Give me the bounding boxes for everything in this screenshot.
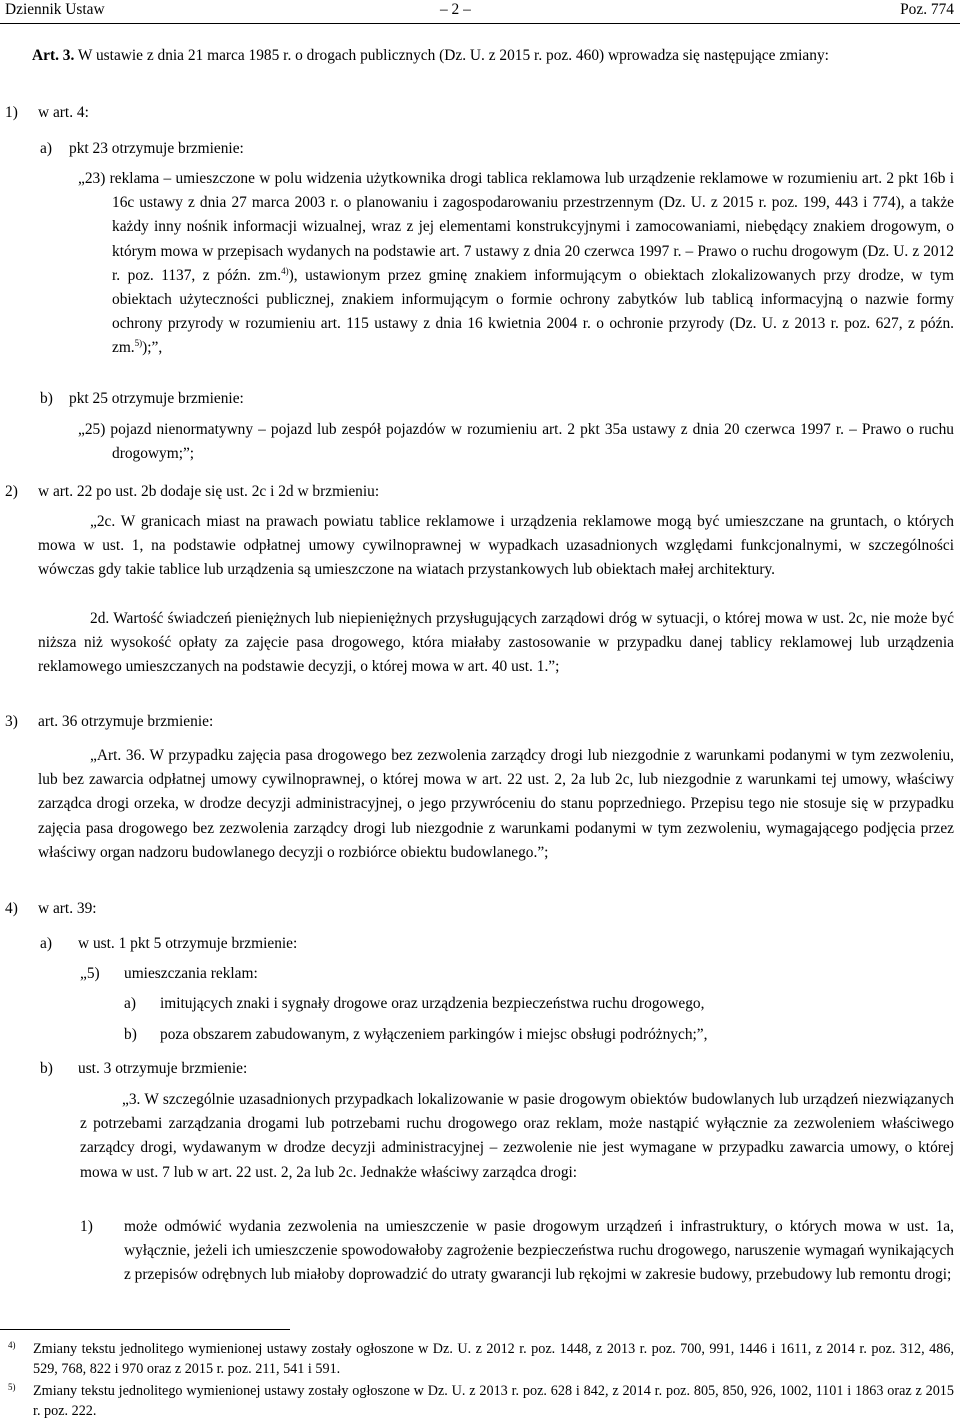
item-1a-quote bbox=[78, 167, 955, 361]
item-1a-quote-part3: );”, bbox=[142, 339, 163, 357]
page-number: – 2 – bbox=[440, 1, 471, 18]
item-4a-letter: a) bbox=[40, 935, 52, 952]
item-1a-quote-part1: „23) reklama – umieszczone w polu widzenia użytkownika drogi tablica reklamowa lub urządzenie reklamowe w rozumieniu art. 2 pkt 16b i 16c ustawy z dnia 27 marca 2003 r. o planowaniu i zagospodarowaniu przestrzennym (Dz. U. z 2015 r. poz. 199, 443 i 774), a także każdy inny nośnik informacji wizualnej, wraz z jej elementami konstrukcyjnymi i zamocowaniami, niebędący znakiem drogowym, o którym mowa w przepisach wydanych na podstawie art. 7 ustawy z dnia 20 czerwca 1997 r. – Prawo o ruchu drogowym (Dz. U. z 2012 r. poz. 1137, z późn. zm. bbox=[78, 170, 954, 284]
item-3-text: art. 36 otrzymuje brzmienie: bbox=[38, 713, 214, 730]
footnote-5-mark: 5) bbox=[8, 1382, 16, 1392]
item-1-text: w art. 4: bbox=[38, 104, 89, 121]
item-3-number: 3) bbox=[5, 713, 18, 730]
art-36-quote: „Art. 36. W przypadku zajęcia pasa drogowego bez zezwolenia zarządcy drogi lub niezgodnie z warunkami podanymi w tym zezwoleniu, lub bez zawarcia odpłatnej umowy cywilnoprawnej, o której mowa w art. 22 ust. 2, 2a lub 2c, lub niezgodnie z warunkami tej umowy, właściwy zarządca drogi orzeka, w drodze decyzji administracyjnej, o jego przywróceniu do stanu poprzedniego. Przepisu tego nie stosuje się w przypadku zajęcia pasa drogowego bez zezwolenia zarządcy drogi lub niezgodnie z warunkami podanymi w tym zezwoleniu, wymagającego podjęcia przez właściwy organ nadzoru budowlanego decyzji o rozbiórce obiektu budowlanego.”; bbox=[38, 747, 954, 861]
footnote-separator bbox=[0, 1329, 290, 1330]
item-4-number: 4) bbox=[5, 900, 18, 917]
item-1b-text: pkt 25 otrzymuje brzmienie: bbox=[69, 390, 244, 407]
item-1a-quote-part2: ), ustawionym przez gminę znakiem informującym o obiektach zlokalizowanych przy drodze, w tym obiektach użyteczności publicznej, znakiem informującym o formie ochrony zabytków lub tablicą informacyjną o nazwie formy ochrony przyrody w rozumieniu art. 115 ustawy z dnia 16 kwietnia 2004 r. o ochronie przyrody (Dz. U. z 2013 r. poz. 627, z późn. zm. bbox=[112, 266, 955, 357]
item-4a-text: w ust. 1 pkt 5 otrzymuje brzmienie: bbox=[78, 935, 298, 952]
article-label: Art. 3. bbox=[32, 47, 75, 64]
item-2-text: w art. 22 po ust. 2b dodaje się ust. 2c i 2d w brzmieniu: bbox=[38, 483, 380, 500]
article-intro-text: W ustawie z dnia 21 marca 1985 r. o drogach publicznych (Dz. U. z 2015 r. poz. 460) wprowadza się następujące zmiany: bbox=[74, 47, 829, 64]
item-1b-quote: „25) pojazd nienormatywny – pojazd lub zespół pojazdów w rozumieniu art. 2 pkt 35a ustawy z dnia 20 czerwca 1997 r. – Prawo o ruchu drogowym;”; bbox=[78, 421, 954, 463]
sub-a-text: imitujących znaki i sygnały drogowe oraz urządzenia bezpieczeństwa ruchu drogowego, bbox=[160, 995, 705, 1012]
footnote-4-mark: 4) bbox=[8, 1340, 16, 1350]
position-number: Poz. 774 bbox=[900, 1, 954, 18]
point-1-number: 1) bbox=[80, 1218, 93, 1235]
item-1-number: 1) bbox=[5, 104, 18, 121]
footnote-ref-4[interactable]: 4) bbox=[281, 265, 289, 276]
footnote-ref-5[interactable]: 5) bbox=[134, 338, 143, 349]
item-4a-quote-text: umieszczania reklam: bbox=[124, 965, 258, 982]
item-4-text: w art. 39: bbox=[38, 900, 97, 917]
sub-b-text: poza obszarem zabudowanym, z wyłączeniem parkingów i miejsc obsługi podróżnych;”, bbox=[160, 1026, 708, 1043]
item-4b-text: ust. 3 otrzymuje brzmienie: bbox=[78, 1060, 248, 1077]
para-2c: „2c. W granicach miast na prawach powiatu tablice reklamowe i urządzenia reklamowe mogą być umieszczane na gruntach, o których mowa w ust. 1, na podstawie odpłatnej umowy cywilnoprawnej w wypadkach uzasadnionych względami funkcjonalnymi, w szczególności wówczas gdy takie tablice lub urządzenia są umieszczone na wiatach przystankowych lub obiektach małej architektury. bbox=[38, 513, 954, 579]
item-4a-quote-number: „5) bbox=[80, 965, 100, 982]
header-rule bbox=[0, 23, 960, 24]
item-1a-letter: a) bbox=[40, 140, 52, 157]
article-intro bbox=[5, 44, 954, 68]
ust-3-quote: „3. W szczególnie uzasadnionych przypadkach lokalizowanie w pasie drogowym obiektów budowlanych lub urządzeń niezwiązanych z potrzebami zarządzania drogami lub potrzebami ruchu drogowego oraz reklam, może nastąpić wyłącznie za zezwoleniem właściwego zarządcy drogi, wydawanym w drodze decyzji administracyjnej – zezwolenie nie jest wymagane w przypadku zawarcia umowy, o której mowa w ust. 7 lub w art. 22 ust. 2, 2a lub 2c. Jednakże właściwy zarządca drogi: bbox=[80, 1091, 954, 1181]
para-2d: 2d. Wartość świadczeń pieniężnych lub niepieniężnych przysługujących zarządowi dróg w sytuacji, o której mowa w ust. 2c, nie może być niższa niż wysokość opłaty za zajęcie pasa drogowego, która miałaby zastosowanie w przypadku danej tablicy reklamowej lub urządzenia reklamowego umieszczanych na podstawie decyzji, o której mowa w art. 40 ust. 1.”; bbox=[38, 610, 954, 676]
item-2-number: 2) bbox=[5, 483, 18, 500]
sub-b-letter: b) bbox=[124, 1026, 137, 1043]
page-header bbox=[0, 0, 960, 24]
footnote-5-text: Zmiany tekstu jednolitego wymienionej ustawy zostały ogłoszone w Dz. U. z 2013 r. poz. 628 i 842, z 2014 r. poz. 805, 850, 926, 1002, 1101 i 1863 oraz z 2015 r. poz. 222. bbox=[33, 1383, 954, 1419]
sub-a-letter: a) bbox=[124, 995, 136, 1012]
footnote-4-text: Zmiany tekstu jednolitego wymienionej ustawy zostały ogłoszone w Dz. U. z 2012 r. poz. 1448, z 2013 r. poz. 700, 991, 1446 i 1611, z 2014 r. poz. 312, 486, 529, 768, 822 i 970 oraz z 2015 r. poz. 211, 541 i 591. bbox=[33, 1341, 954, 1377]
item-1b-letter: b) bbox=[40, 390, 53, 407]
item-1a-text: pkt 23 otrzymuje brzmienie: bbox=[69, 140, 244, 157]
journal-name: Dziennik Ustaw bbox=[5, 1, 105, 18]
point-1-text: może odmówić wydania zezwolenia na umieszczenie w pasie drogowym urządzeń i infrastruktury, o których mowa w ust. 1a, wyłącznie, jeżeli ich umieszczenie spowodowałoby zagrożenie bezpieczeństwa ruchu drogowego, naruszenie wymagań wynikających z przepisów odrębnych lub miałoby doprowadzić do utraty gwarancji lub rękojmi w zakresie budowy, przebudowy lub remontu drogi; bbox=[124, 1218, 954, 1284]
item-4b-letter: b) bbox=[40, 1060, 53, 1077]
